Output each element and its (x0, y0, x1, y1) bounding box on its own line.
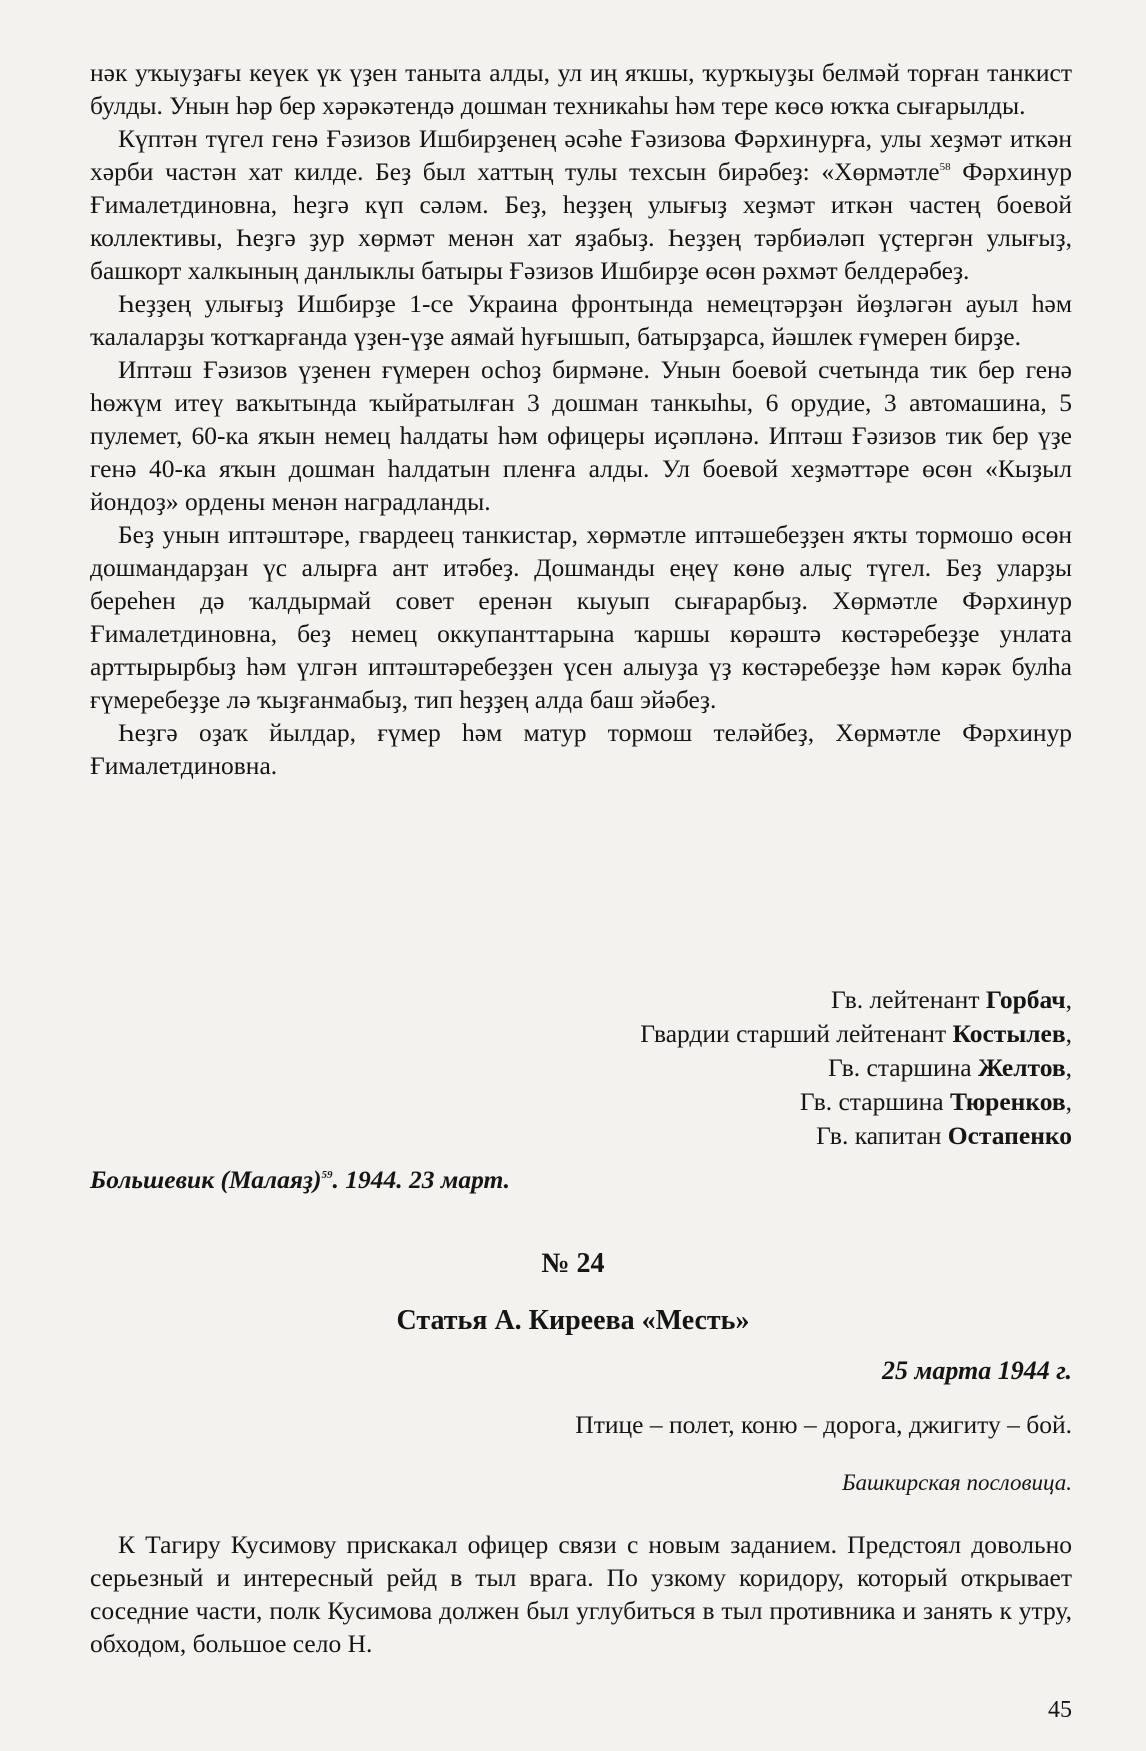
signer-name: Тюренков (949, 1087, 1066, 1116)
page-number: 45 (1048, 1697, 1072, 1723)
signature-line: Гв. старшина Желтов, (827, 1053, 1072, 1082)
paragraph: Беҙ унын иптәштәре, гвардеец танкистар, хөрмәтле иптәшебеҙҙен яҡты тормошо өсөн дошмандарҙан үс алырға ант итәбеҙ. Дошманды еңеү көнө алыҫ түгел. Беҙ уларҙы береһен дә ҡалдырмай совет еренән кыуып сығарарбыҙ. Хөрмәтле Фәрхинур Ғималетдиновна, беҙ немец оккупанттарына ҡаршы көрәштә көстәребеҙҙе унлата арттырырбыҙ һәм үлгән иптәштәребеҙҙен үсен алыуҙа үҙ көстәребеҙҙе һәм кәрәк булһа ғүмеребеҙҙе лә ҡыҙғанмабыҙ, тип һеҙҙең алда баш эйәбеҙ. (90, 520, 1072, 714)
document-date: 25 марта 1944 г. (882, 1356, 1072, 1385)
signature-line: Гвардии старший лейтенант Костылев, (640, 1019, 1072, 1048)
paragraph-text: Фәрхинур Ғималетдиновна, һеҙгә күп сәләм. Беҙ, һеҙҙең улығыҙ хеҙмәт иткән частең боевой коллективы, Һеҙгә ҙур хөрмәт менән хат яҙабыҙ. Һеҙҙең тәрбиәләп үҫтергән улығыҙ, башкорт халкының данлыклы батыры Ғәзизов Ишбирҙе өсөн рәхмәт белдерәбеҙ. (90, 157, 1072, 285)
source-citation: Большевик (Малаяҙ)$^{59}$. 1944. 23 март. (90, 1165, 510, 1194)
paragraph: Иптәш Ғәзизов үҙенен ғүмерен осһоҙ бирмәне. Унын боевой счетында тик бер генә һөжүм итеү ваҡытында ҡыйратылған 3 дошман танкыһы, 6 орудие, 3 автомашина, 5 пулемет, 60-ка яҡын немец һалдаты һәм офицеры иҫәпләнә. Иптәш Ғәзизов тик бер үҙе генә 40-ка яҡын дошман һалдатын пленға алды. Ул боевой хеҙмәттәре өсөн «Кыҙыл йондоҙ» ордены менән наградланды. (90, 355, 1072, 516)
signer-name: Остапенко (947, 1121, 1072, 1150)
signer-name: Горбач (985, 985, 1066, 1014)
paragraph: Һеҙҙең улығыҙ Ишбирҙе 1-се Украина фронтында немецтәрҙән йөҙләгән ауыл һәм ҡалаларҙы ҡотҡарғанда үҙен-үҙе аямай һуғышып, батырҙарса, йәшлек ғүмерен бирҙе. (90, 289, 1072, 351)
article-body (90, 1528, 1072, 1660)
document-title: Статья А. Киреева «Месть» (396, 1305, 750, 1336)
paragraph-text: Күптән түгел генә Ғәзизов Ишбирҙенең әсәһе Ғәзизова Фәрхинурға, улы хеҙмәт иткән хәрби частән хат килде. Беҙ был хаттың тулы теxсын бирәбеҙ: «Хөрмәтле (90, 124, 1072, 186)
document-number: № 24 (541, 1248, 605, 1279)
letter-body (90, 56, 1072, 782)
footnote-ref: 58 (939, 161, 951, 173)
signature-list (640, 983, 1072, 1153)
paragraph: Һеҙгә оҙаҡ йылдар, ғүмер һәм матур тормош теләйбеҙ, Хөрмәтле Фәрхинур Ғималетдиновна. (90, 718, 1072, 780)
footnote-ref: 59 (321, 1169, 333, 1181)
paragraph: К Тагиру Кусимову прискакал офицер связи с новым заданием. Предстоял довольно серьезный и интересный рейд в тыл врага. По узкому коридору, который открывает соседние части, полк Кусимова должен был углубиться в тыл противника и занять к утру, обходом, большое село Н. (90, 1530, 1072, 1658)
epigraph: Птице – полет, коню – дорога, джигиту – бой. (575, 1410, 1072, 1439)
signature-line: Гв. старшина Тюренков, (799, 1087, 1072, 1116)
signature-line: Гв. капитан Остапенко (816, 1121, 1072, 1150)
signer-name: Желтов (978, 1053, 1066, 1082)
signer-name: Костылев (952, 1019, 1066, 1048)
paragraph (90, 122, 1072, 287)
signature-line: Гв. лейтенант Горбач, (831, 985, 1072, 1014)
epigraph-source: Башкирская пословица. (841, 1470, 1072, 1495)
paragraph: нәк уҡыуҙағы кеүек үк үҙен таныта алды, ул иң яҡшы, ҡурҡыуҙы белмәй торған танкист булды. Унын һәр бер хәрәкәтендә дошман техникаһы һәм тере көсө юҡҡа сығарылды. (90, 58, 1072, 120)
